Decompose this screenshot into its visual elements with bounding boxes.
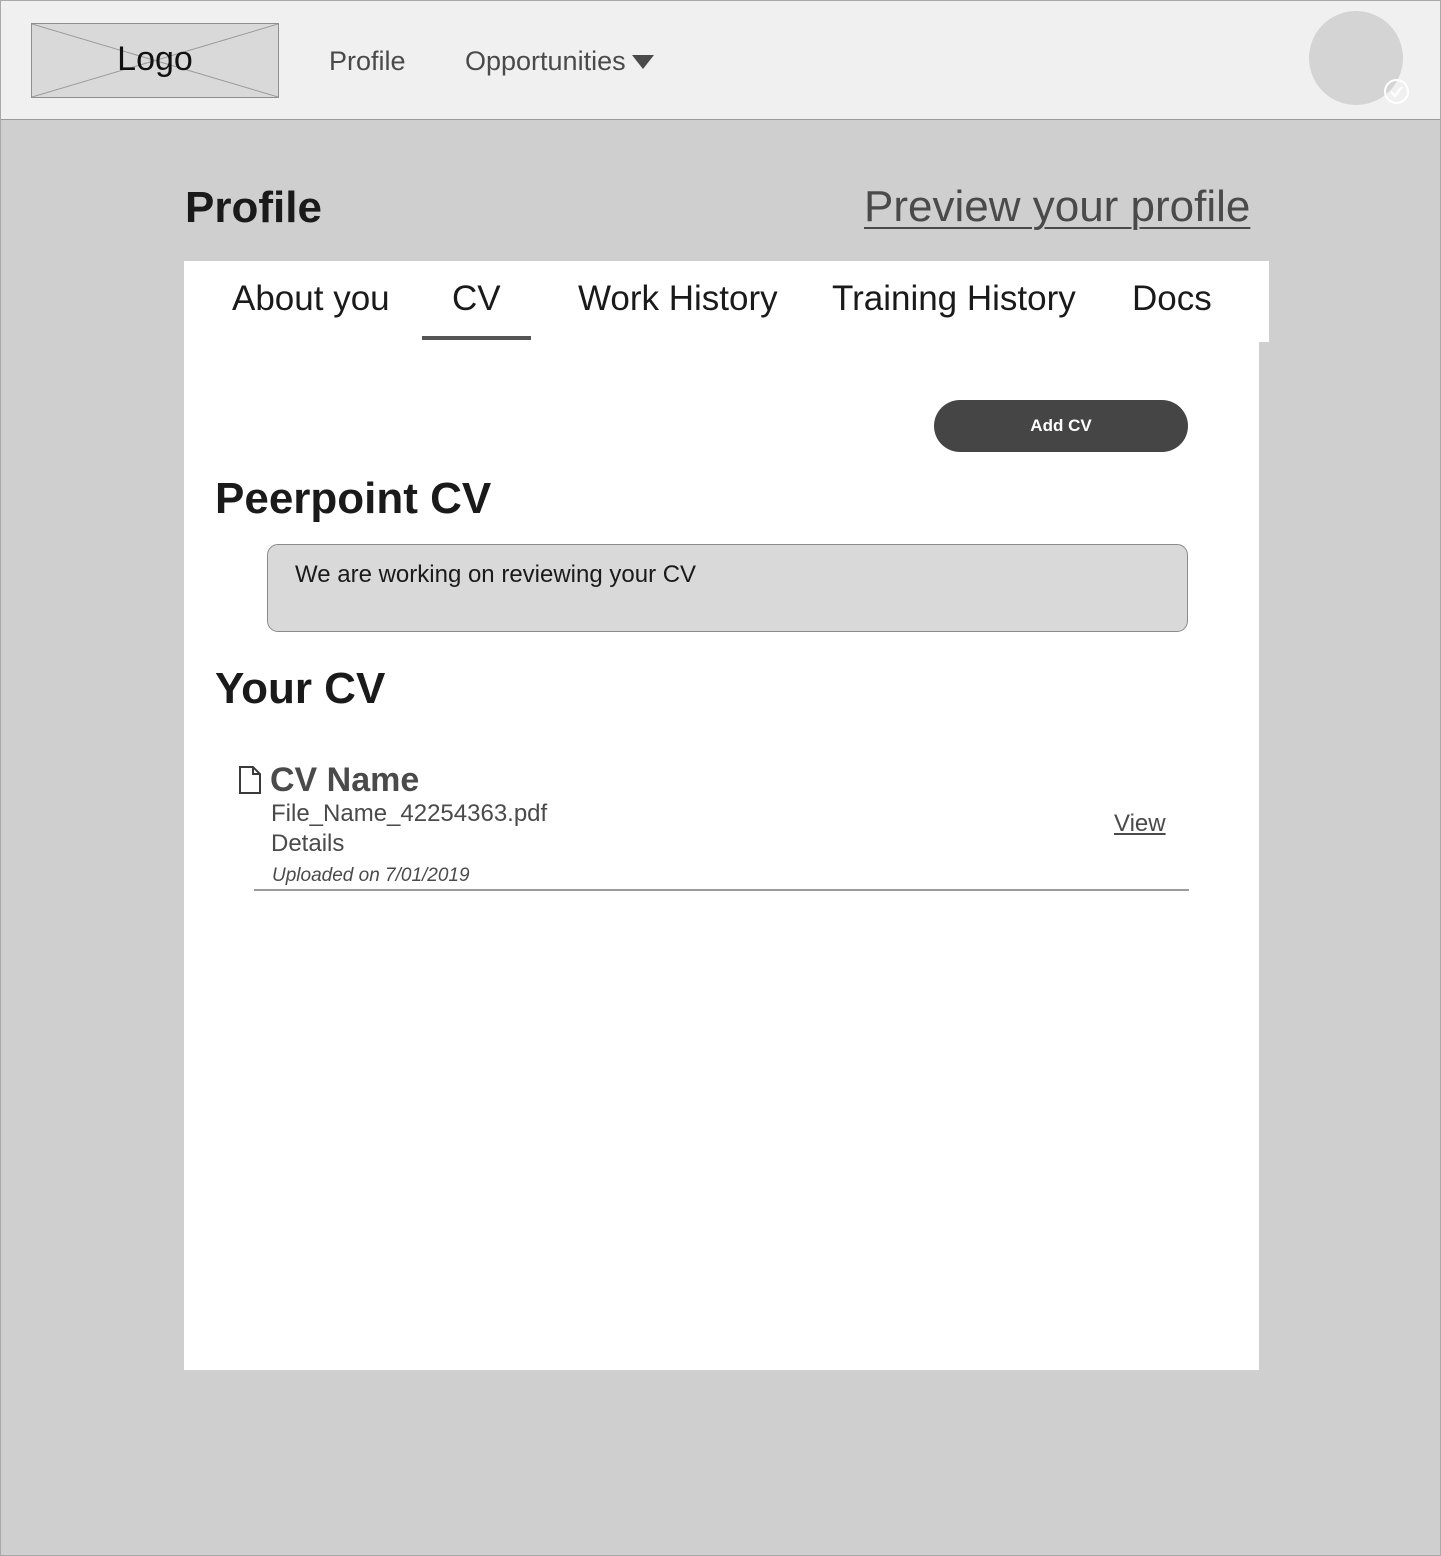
preview-profile-link[interactable]: Preview your profile [864,182,1251,231]
caret-down-icon [632,55,654,69]
cv-upload-date: Uploaded on 7/01/2019 [272,865,470,886]
document-icon [238,766,262,794]
tab-training-history[interactable]: Training History [832,279,1076,318]
nav-profile[interactable]: Profile [329,46,406,76]
top-nav-bar [0,0,1441,120]
tab-work-history[interactable]: Work History [578,279,778,318]
tab-docs[interactable]: Docs [1132,279,1212,318]
page-title: Profile [185,183,322,232]
tab-about-you[interactable]: About you [232,279,390,318]
nav-opportunities-label: Opportunities [465,46,626,76]
view-cv-link[interactable]: View [1114,810,1166,837]
nav-opportunities-dropdown[interactable] [465,46,654,77]
cv-file-name: File_Name_42254363.pdf [271,800,548,827]
logo[interactable] [31,23,279,98]
tab-cv[interactable]: CV [452,279,501,318]
your-cv-heading: Your CV [215,664,386,713]
review-notice-text: We are working on reviewing your CV [295,561,697,588]
cv-name: CV Name [270,761,420,799]
profile-tabs [184,261,1269,342]
check-circle-icon [1383,78,1410,105]
review-notice [267,544,1188,632]
cv-details: Details [271,830,345,857]
peerpoint-cv-heading: Peerpoint CV [215,474,492,523]
add-cv-button[interactable]: Add CV [934,400,1188,452]
logo-text: Logo [117,40,193,78]
cv-panel [184,342,1259,1370]
active-tab-indicator [422,336,531,340]
list-item [254,759,1189,891]
